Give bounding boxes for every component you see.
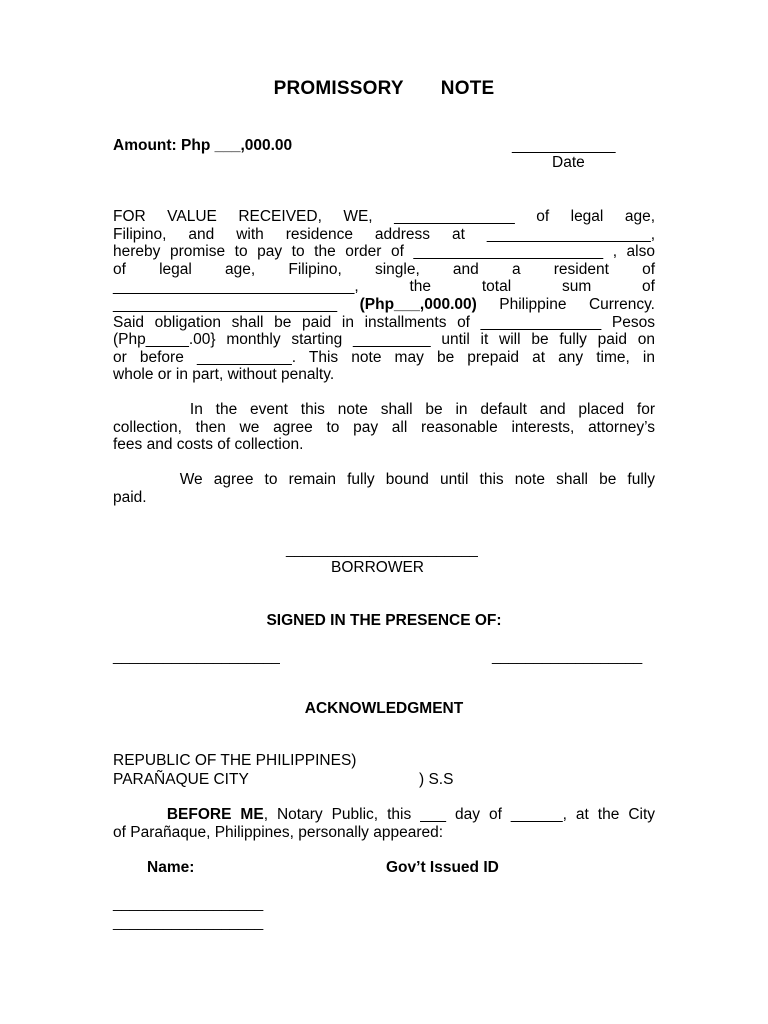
body-line: of legal age, Filipino, single, and a resident of	[113, 260, 655, 278]
default-line: collection, then we agree to pay all reasonable interests, attorney’s	[113, 418, 655, 436]
witness-left-line: ____________________	[113, 648, 280, 665]
before-me-bold: BEFORE ME	[166, 806, 264, 823]
city-line: PARAÑAQUE CITY	[113, 771, 249, 788]
body-line: (Php_____.00} monthly starting _________ until it will be fully paid on	[113, 331, 655, 349]
amount-php-bold: (Php___,000.00)	[359, 295, 477, 313]
default-paragraph	[113, 401, 655, 454]
body-paragraph	[113, 208, 655, 384]
before-me-line	[113, 806, 655, 824]
body-line: or before ___________. This note may be prepaid at any time, in	[113, 348, 655, 366]
body-line: Filipino, and with residence address at ___________________,	[113, 225, 655, 243]
amount-line: Amount: Php ___,000.00	[113, 137, 293, 154]
default-line: In the event this note shall be in default and placed for	[113, 401, 655, 418]
bound-paragraph	[113, 471, 655, 506]
date-blank: ____________	[512, 137, 616, 154]
body-line: Said obligation shall be paid in installments of ______________ Pesos	[113, 313, 655, 331]
witness-right-line: __________________	[492, 648, 643, 665]
default-line: fees and costs of collection.	[113, 436, 304, 454]
body-line-amount	[113, 296, 655, 314]
bound-line: paid.	[113, 488, 147, 506]
bound-line: We agree to remain fully bound until this note shall be fully	[113, 471, 655, 488]
before-me-line: of Parañaque, Philippines, personally appeared:	[113, 823, 444, 841]
body-line: ____________________________, the total sum of	[113, 278, 655, 296]
before-me-paragraph	[113, 806, 655, 841]
name-blank-line: __________________	[113, 914, 264, 931]
borrower-signature-line: _______________________	[286, 541, 478, 558]
gov-id-label: Gov’t Issued ID	[386, 859, 499, 876]
amount-blank: __________________________	[113, 295, 360, 313]
body-line: whole or in part, without penalty.	[113, 366, 335, 384]
document-title: PROMISSORY NOTE	[273, 78, 495, 99]
body-line: hereby promise to pay to the order of ______________________ , also	[113, 243, 655, 261]
before-me-rest: , Notary Public, this ___ day of ______, at the City	[263, 806, 656, 823]
signed-presence-heading: SIGNED IN THE PRESENCE OF:	[266, 612, 502, 629]
ss-label: ) S.S	[419, 771, 454, 788]
name-label: Name:	[147, 859, 195, 876]
acknowledgment-heading: ACKNOWLEDGMENT	[304, 700, 464, 717]
currency-text: Philippine Currency.	[476, 295, 655, 313]
body-line: FOR VALUE RECEIVED, WE, ______________ of legal age,	[113, 208, 655, 225]
date-label: Date	[552, 154, 585, 171]
republic-line: REPUBLIC OF THE PHILIPPINES)	[113, 752, 357, 769]
name-blank-line: __________________	[113, 895, 264, 912]
borrower-label: BORROWER	[331, 559, 424, 576]
